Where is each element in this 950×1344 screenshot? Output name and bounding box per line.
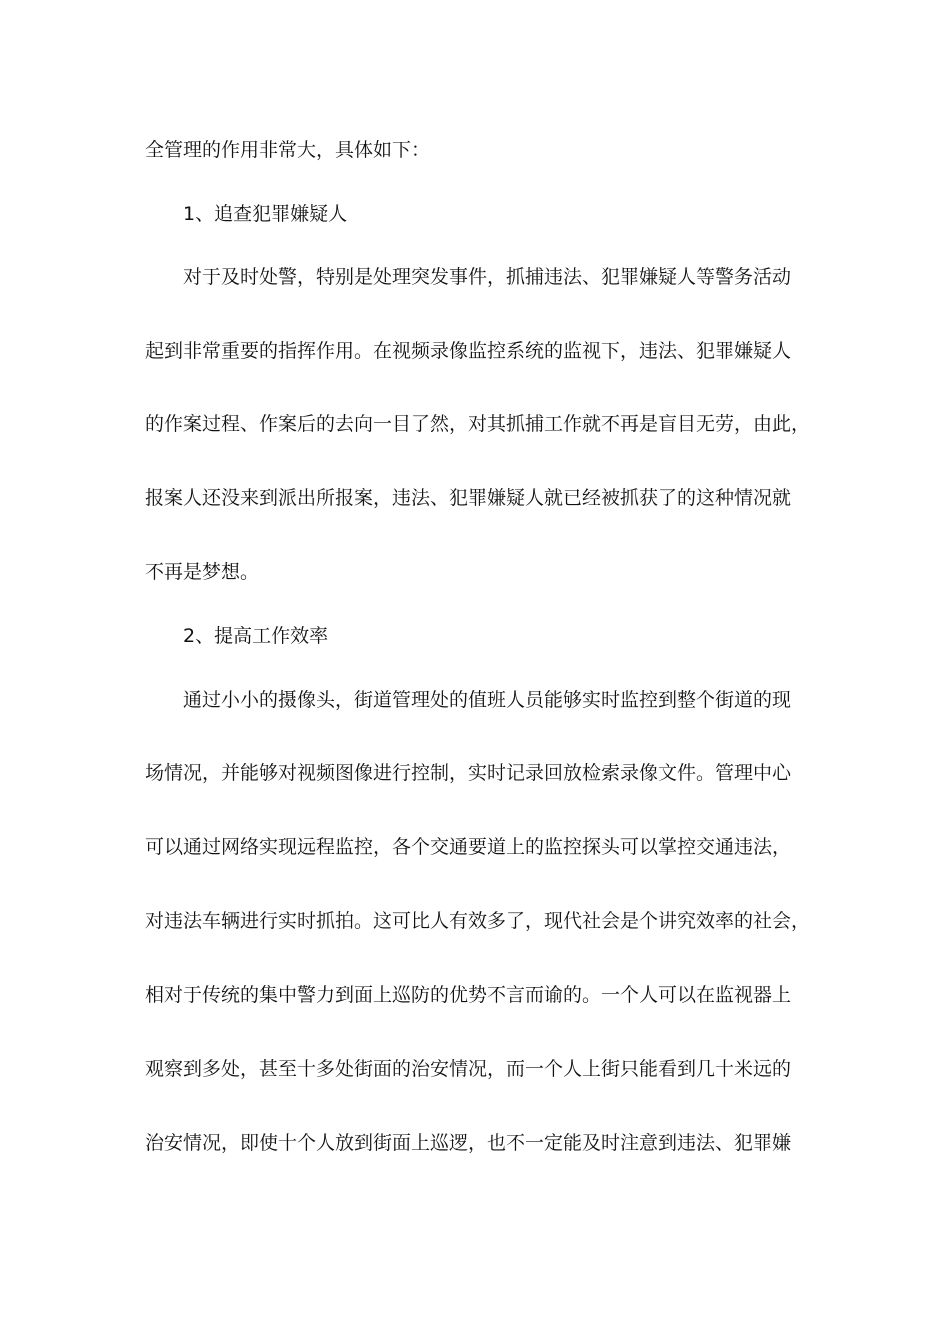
section-heading-2: 2、提高工作效率	[183, 625, 329, 647]
section-heading-1: 1、追查犯罪嫌疑人	[183, 203, 348, 225]
paragraph-1-line-3: 的作案过程、作案后的去向一目了然，对其抓捕工作就不再是盲目无劳，由此，	[145, 413, 811, 435]
paragraph-1-line-1: 对于及时处警，特别是处理突发事件，抓捕违法、犯罪嫌疑人等警务活动	[183, 266, 792, 288]
paragraph-2-line-6: 观察到多处，甚至十多处街面的治安情况，而一个人上街只能看到几十米远的	[145, 1058, 792, 1080]
paragraph-2-line-4: 对违法车辆进行实时抓拍。这可比人有效多了，现代社会是个讲究效率的社会，	[145, 910, 811, 932]
paragraph-1-line-5: 不再是梦想。	[145, 561, 260, 583]
paragraph-2-line-3: 可以通过网络实现远程监控，各个交通要道上的监控探头可以掌控交通违法，	[145, 836, 792, 858]
paragraph-1-line-2: 起到非常重要的指挥作用。在视频录像监控系统的监视下，违法、犯罪嫌疑人	[145, 340, 792, 362]
paragraph-1-line-4: 报案人还没来到派出所报案，违法、犯罪嫌疑人就已经被抓获了的这种情况就	[145, 487, 792, 509]
paragraph-2-line-2: 场情况，并能够对视频图像进行控制，实时记录回放检索录像文件。管理中心	[145, 762, 792, 784]
paragraph-2-line-1: 通过小小的摄像头，街道管理处的值班人员能够实时监控到整个街道的现	[183, 689, 792, 711]
paragraph-continuation: 全管理的作用非常大，具体如下：	[145, 139, 431, 161]
paragraph-2-line-5: 相对于传统的集中警力到面上巡防的优势不言而谕的。一个人可以在监视器上	[145, 984, 792, 1006]
paragraph-2-line-7: 治安情况，即使十个人放到街面上巡逻，也不一定能及时注意到违法、犯罪嫌	[145, 1132, 792, 1154]
